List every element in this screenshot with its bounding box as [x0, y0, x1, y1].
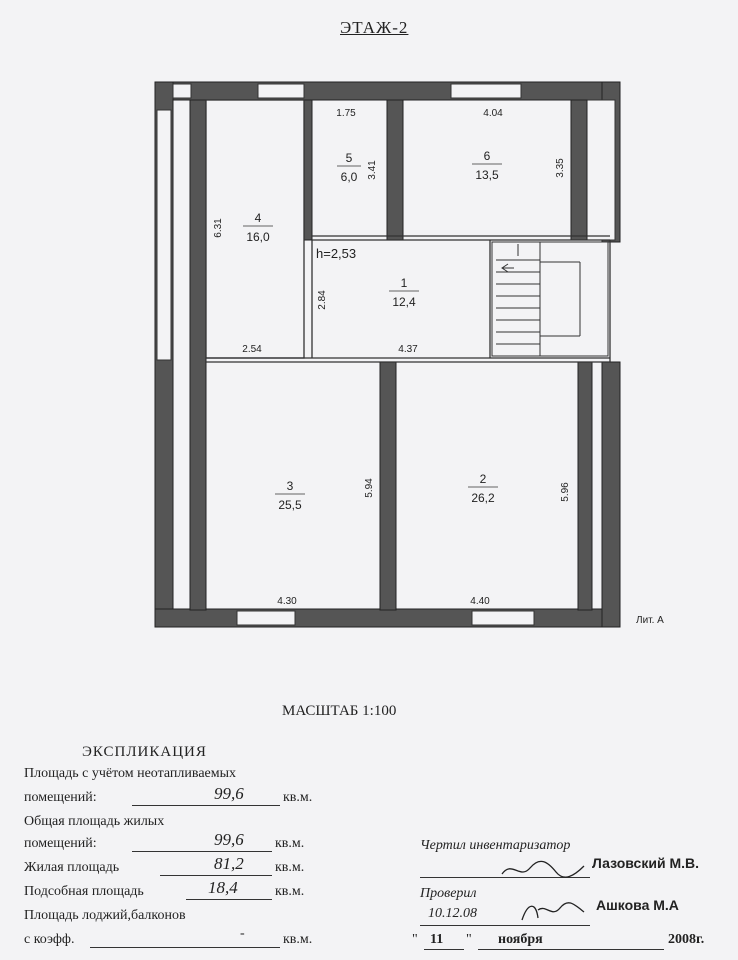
checked-date: 10.12.08 [428, 906, 477, 921]
window-bottom-1 [237, 611, 295, 625]
dim-r5-height: 3.41 [367, 160, 378, 180]
signature-checked [518, 898, 588, 926]
unit-1: кв.м. [283, 790, 313, 805]
wall-r3-r2 [380, 362, 396, 610]
living-total-value: 99,6 [214, 830, 244, 849]
room-5-number: 5 [345, 151, 353, 165]
dim-r1-height: 2.84 [317, 290, 328, 310]
dim-r2-width: 4.40 [470, 596, 490, 607]
underline-day [424, 949, 464, 950]
drew-label: Чертил инвентаризатор [420, 838, 571, 853]
unit-2: кв.м. [275, 836, 305, 851]
wall-r4-r5 [304, 100, 312, 240]
dim-r5-width: 1.75 [336, 108, 356, 119]
underline-aux [186, 899, 272, 900]
explication-title: ЭКСПЛИКАЦИЯ [82, 744, 207, 760]
wall-r2-right [578, 362, 592, 610]
dim-r4-width: 2.54 [242, 344, 262, 355]
unit-4: кв.м. [275, 884, 305, 899]
underline-living-total [132, 851, 272, 852]
checked-name: Ашкова М.А [596, 897, 679, 913]
unit-3: кв.м. [275, 860, 305, 875]
date-day: 11 [430, 932, 444, 947]
room-4-area: 16,0 [246, 230, 270, 244]
signature-drew [498, 858, 588, 882]
underline-living [160, 875, 272, 876]
underline-month [478, 949, 664, 950]
floor-title: ЭТАЖ-2 [340, 18, 409, 37]
scale-label: МАСШТАБ 1:100 [282, 703, 397, 719]
room-6-area: 13,5 [475, 168, 499, 182]
room-3-number: 3 [286, 479, 294, 493]
room-1-number: 1 [400, 276, 408, 290]
living-area-value: 81,2 [214, 854, 244, 873]
date-month: ноября [498, 932, 543, 947]
room-4-number: 4 [254, 211, 262, 225]
checked-label: Проверил [420, 886, 477, 901]
expl-line5: Площадь лоджий,балконов [24, 908, 186, 923]
aux-area-value: 18,4 [208, 878, 238, 897]
underline-total [132, 805, 280, 806]
dim-r2-height: 5.96 [560, 482, 571, 502]
wall-r5-r6 [387, 100, 403, 240]
room-2-area: 26,2 [471, 491, 495, 505]
dim-r1-width: 4.37 [398, 344, 418, 355]
expl-line1b: помещений: [24, 790, 97, 805]
dim-r6-width: 4.04 [483, 108, 503, 119]
lit-label: Лит. А [636, 615, 664, 626]
wall-r6-right [571, 100, 587, 240]
ceiling-height: h=2,53 [316, 246, 357, 261]
room-1-area: 12,4 [392, 295, 416, 309]
expl-line1: Площадь с учётом неотапливаемых [24, 766, 237, 781]
staircase [492, 242, 608, 356]
underline-loggia [90, 947, 280, 948]
wall-top [155, 82, 620, 100]
window-right [587, 100, 615, 240]
dim-r4-height: 6.31 [213, 218, 224, 238]
unit-5: кв.м. [283, 932, 313, 947]
expl-line2b: помещений: [24, 836, 97, 851]
drew-name: Лазовский М.В. [592, 855, 699, 871]
expl-line4: Подсобная площадь [24, 884, 144, 899]
room-5-area: 6,0 [340, 170, 358, 184]
room-2-number: 2 [479, 472, 487, 486]
dim-r3-height: 5.94 [364, 478, 375, 498]
wall-bottom [155, 609, 620, 627]
expl-line2: Общая площадь жилых [24, 814, 165, 829]
date-year: 2008г. [668, 932, 705, 947]
date-open-quote: " [412, 932, 418, 947]
window-top-2 [451, 84, 521, 98]
expl-line6: с коэфф. [24, 932, 75, 947]
window-top-1 [258, 84, 304, 98]
wall-right-lower [602, 362, 620, 627]
room-6-number: 6 [483, 149, 491, 163]
wall-left-inner [190, 100, 206, 610]
room-3-area: 25,5 [278, 498, 302, 512]
total-area-value: 99,6 [214, 784, 244, 803]
dim-r6-height: 3.35 [555, 158, 566, 178]
date-close-quote: " [466, 932, 472, 947]
window-left [157, 110, 171, 360]
expl-line3: Жилая площадь [24, 860, 120, 875]
dim-r3-width: 4.30 [277, 596, 297, 607]
window-top-left [173, 84, 191, 98]
loggia-value: - [240, 926, 245, 941]
window-bottom-2 [472, 611, 534, 625]
